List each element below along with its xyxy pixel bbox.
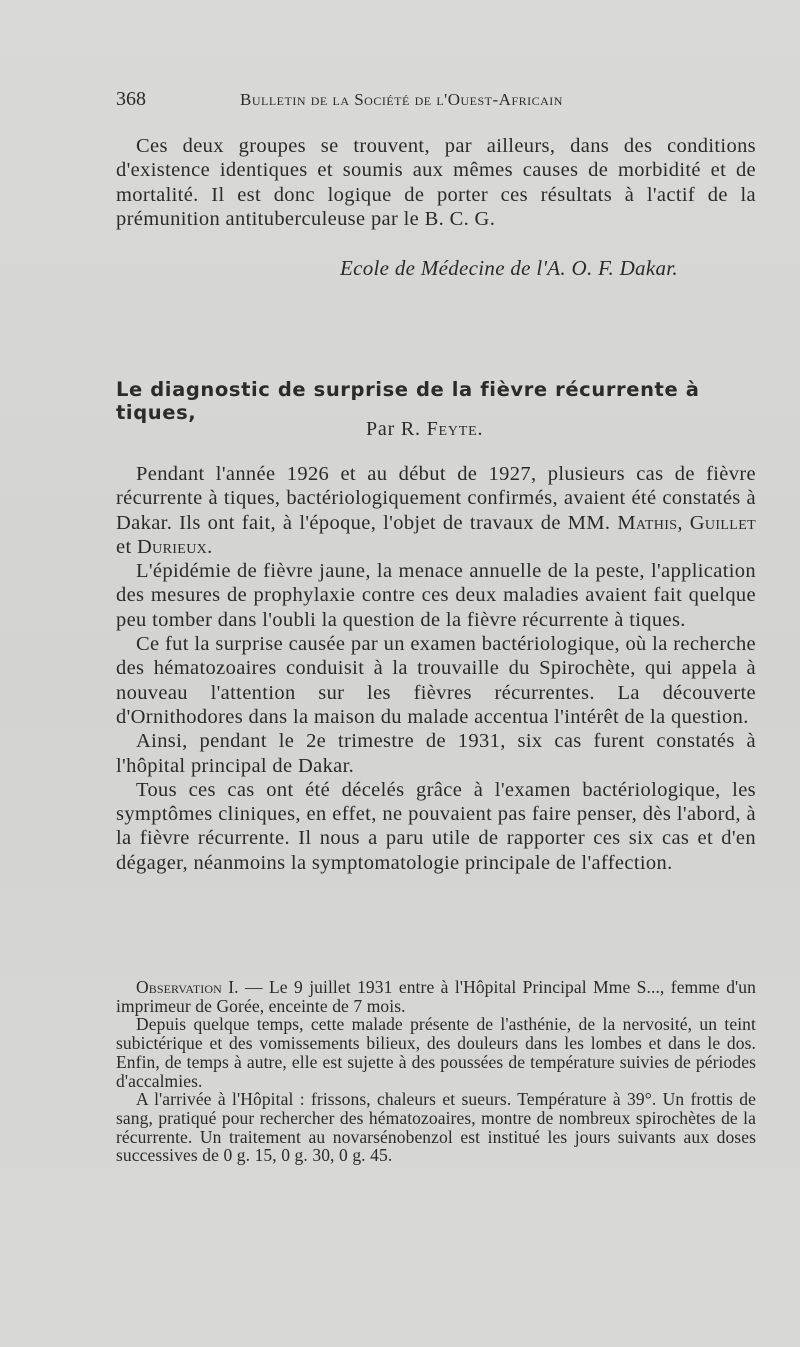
article-title: Le diagnostic de surprise de la fièvre récurrente à tiques, <box>116 378 700 424</box>
observation-paragraph-3: A l'arrivée à l'Hôpital : frissons, chaleurs et sueurs. Température à 39°. Un frottis de sang, pratiqué pour rechercher des hématozoaires, montre de nombreux spirochètes de la récurrente. Un traitement au novarsénobenzol est institué les jours suivants aux doses successives de 0 g. 15, 0 g. 30, 0 g. 45. <box>116 1089 756 1166</box>
author-name: Feyte. <box>426 418 484 440</box>
article-author <box>366 418 483 441</box>
body-paragraph-5: Tous ces cas ont été décelés grâce à l'examen bactériologique, les symptômes cliniques, en effet, ne pouvaient pas faire penser, dès l'abord, à la fièvre récurrente. Il nous a paru utile de rapporter ces six cas et d'en dégager, néanmoins la symptomatologie principale de l'affection. <box>116 778 756 874</box>
article-body <box>116 462 756 875</box>
body-paragraph-1 <box>116 462 756 559</box>
body-paragraph-3: Ce fut la surprise causée par un examen bactériologique, où la recherche des hématozoaires conduisit à la trouvaille du Spirochète, qui appela à nouveau l'attention sur les fièvres récurrentes. La découverte d'Ornithodores dans la maison du malade accentua l'intérêt de la question. <box>116 633 756 728</box>
body-paragraph-4: Ainsi, pendant le 2e trimestre de 1931, six cas furent constatés à l'hôpital principal de Dakar. <box>116 730 756 777</box>
intro-paragraph: Ces deux groupes se trouvent, par ailleurs, dans des conditions d'existence identiques et soumis aux mêmes causes de morbidité et de mortalité. Il est donc logique de porter ces résultats à l'actif de la prémunition antituberculeuse par le B. C. G. <box>116 135 756 230</box>
observation-intro: — Le 9 juillet 1931 entre à l'Hôpital Principal Mme S..., femme d'un imprimeur de Gorée, enceinte de 7 mois. <box>116 977 757 1016</box>
affiliation-signature: Ecole de Médecine de l'A. O. F. Dakar. <box>340 256 678 280</box>
observation-section <box>116 978 756 1165</box>
observation-paragraph-1 <box>116 978 756 1015</box>
p1-sep2: et <box>116 535 137 558</box>
intro-section <box>116 134 756 231</box>
author-prefix: Par R. <box>366 418 427 440</box>
p1-end: . <box>207 535 213 558</box>
author-guillet: Guillet <box>689 511 756 534</box>
observation-paragraph-2: Depuis quelque temps, cette malade présente de l'asthénie, de la nervosité, un teint subictérique et des vomissements bilieux, des douleurs dans les lombes et dans le dos. Enfin, de temps à autre, elle est sujette à des poussées de température suivies de périodes d'accalmies. <box>116 1014 756 1091</box>
observation-label: Observation I. <box>136 977 239 997</box>
author-mathis: Mathis <box>617 511 678 534</box>
p1-text: Pendant l'année 1926 et au début de 1927, plusieurs cas de fièvre récurrente à tiques, bactériologiquement confirmés, avaient été constatés à Dakar. Ils ont fait, à l'époque, l'objet de travaux de MM. <box>116 463 756 534</box>
p1-sep: , <box>677 511 690 534</box>
page-number: 368 <box>116 88 146 110</box>
author-durieux: Durieux <box>136 535 208 558</box>
running-title: Bulletin de la Société de l'Ouest-Africain <box>240 90 563 109</box>
page-header <box>116 88 756 114</box>
body-paragraph-2: L'épidémie de fièvre jaune, la menace annuelle de la peste, l'application des mesures de prophylaxie contre ces deux maladies avaient fait quelque peu tomber dans l'oubli la question de la fièvre récurrente à tiques. <box>116 560 756 631</box>
